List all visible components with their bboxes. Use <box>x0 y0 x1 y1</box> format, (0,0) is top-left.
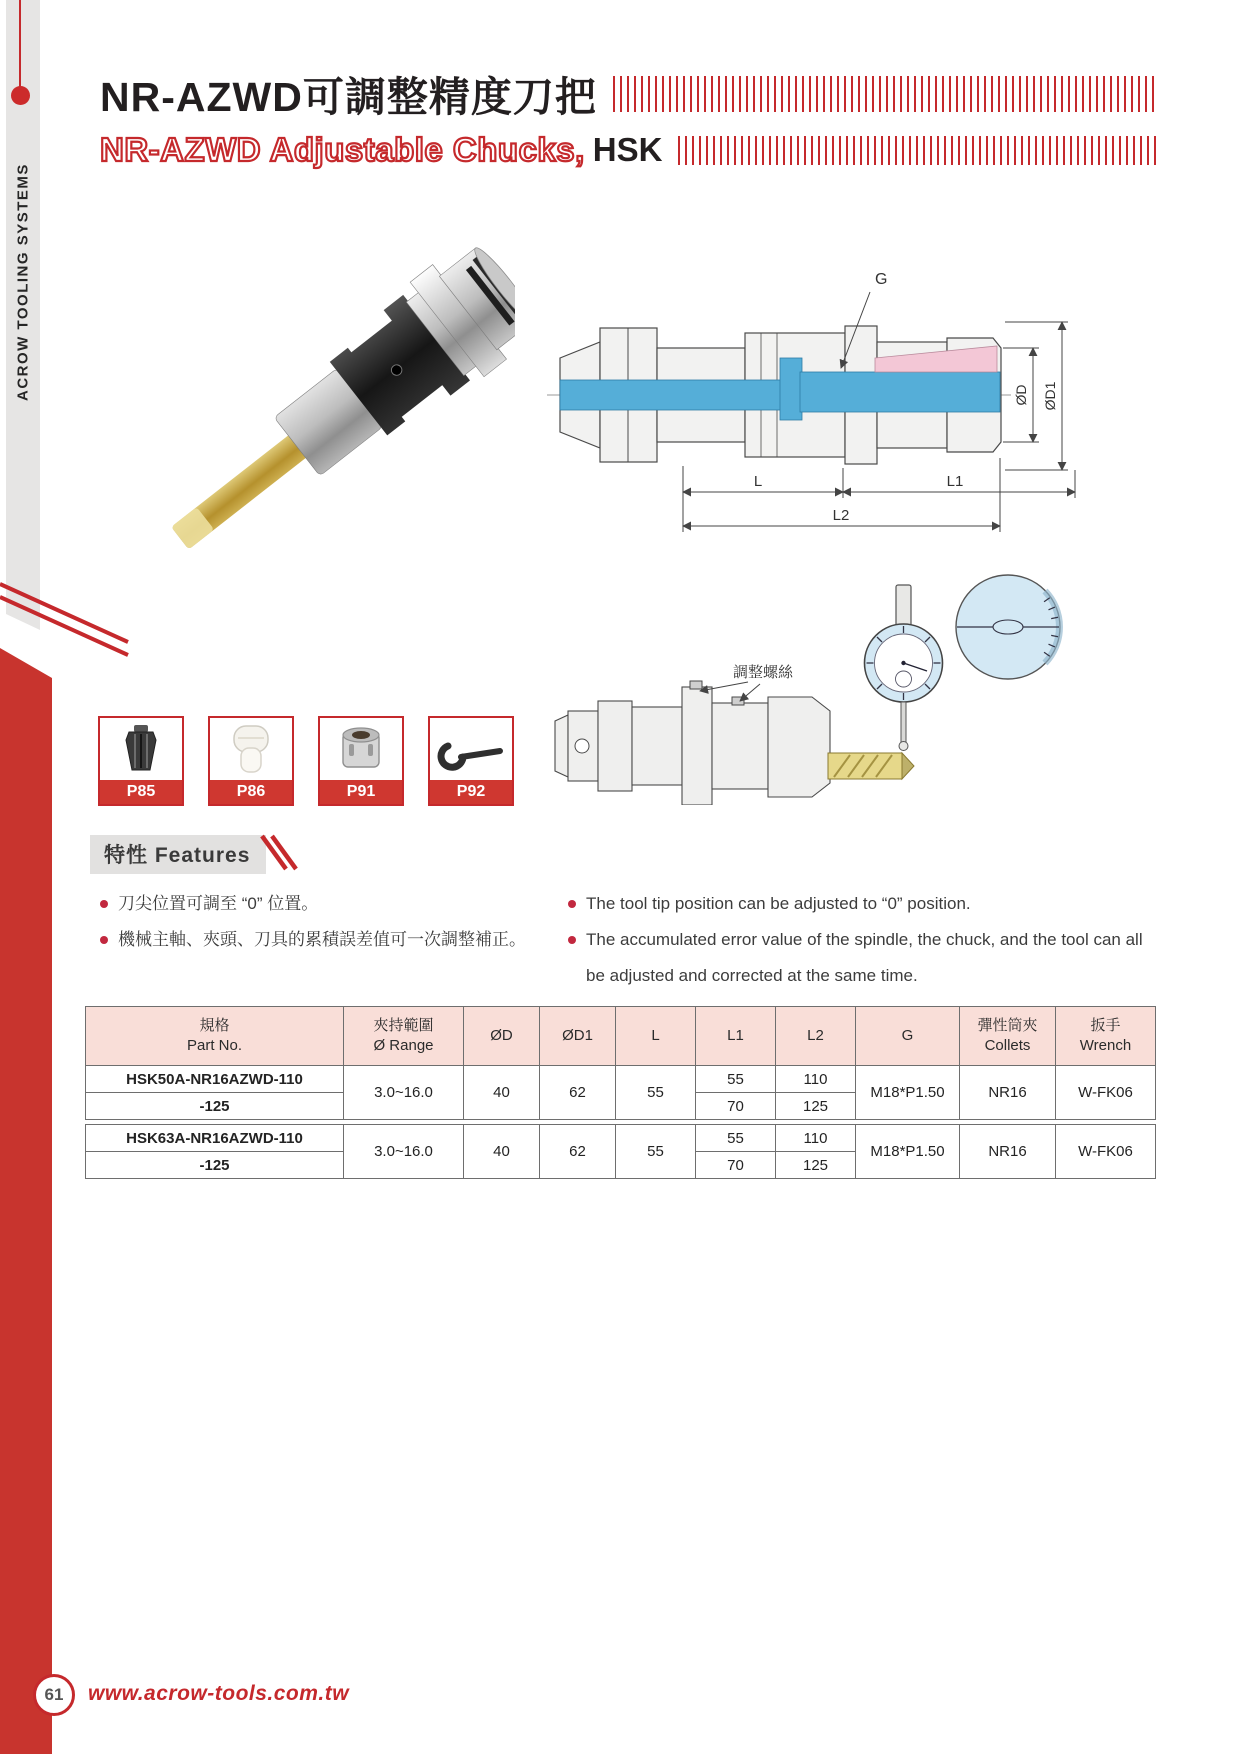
spec-cell: HSK63A-NR16AZWD-110 <box>86 1125 344 1152</box>
spec-cell: 110 <box>776 1125 856 1152</box>
page-title-en-suffix: HSK <box>592 131 663 168</box>
spec-cell: -125 <box>86 1152 344 1179</box>
spec-cell: 70 <box>696 1152 776 1179</box>
spec-cell: 125 <box>776 1093 856 1120</box>
feature-item: The accumulated error value of the spindle, the chuck, and the tool can all be adjusted and corrected at the same time. <box>566 922 1160 994</box>
dim-label-od1: ØD1 <box>1042 381 1058 411</box>
sidebar-accent-line <box>19 0 21 88</box>
spec-cell: 40 <box>464 1125 540 1179</box>
thumbnail-label: P92 <box>430 780 512 804</box>
spec-cell: 3.0~16.0 <box>344 1066 464 1120</box>
footer-website-link[interactable]: www.acrow-tools.com.tw <box>88 1682 350 1705</box>
dim-label-l1: L1 <box>946 473 964 490</box>
thumbnail-nut-p91[interactable] <box>318 716 404 806</box>
spec-cell: 70 <box>696 1093 776 1120</box>
product-photo-adjustable-chuck <box>115 208 515 643</box>
spec-column-header: 彈性筒夾 Collets <box>960 1007 1056 1066</box>
spec-column-header: 夾持範圍 Ø Range <box>344 1007 464 1066</box>
spec-table-hsk50 <box>85 1006 1155 1120</box>
feature-item: The tool tip position can be adjusted to “0” position. <box>566 886 1160 922</box>
dim-label-l2: L2 <box>832 507 850 524</box>
page-header <box>100 64 1158 169</box>
holder-side-view <box>555 687 830 805</box>
thumbnail-cap-p86[interactable] <box>208 716 294 806</box>
adjustment-screw <box>690 681 702 689</box>
spec-cell: 110 <box>776 1066 856 1093</box>
hook-wrench-icon <box>430 718 512 780</box>
spec-cell: 62 <box>540 1066 616 1120</box>
spec-column-header: L2 <box>776 1007 856 1066</box>
spec-cell: 125 <box>776 1152 856 1179</box>
spec-cell: 62 <box>540 1125 616 1179</box>
page-title-en-outlined: NR-AZWD Adjustable Chucks, <box>100 131 585 168</box>
spec-cell: 3.0~16.0 <box>344 1125 464 1179</box>
spec-table <box>85 1124 1156 1179</box>
spec-cell: M18*P1.50 <box>856 1066 960 1120</box>
page-number-badge: 61 <box>33 1674 75 1716</box>
adjust-screw-label: 調整螺絲 <box>733 664 794 681</box>
dim-label-l: L <box>753 473 763 490</box>
spec-column-header: 規格 Part No. <box>86 1007 344 1066</box>
spec-column-header: ØD1 <box>540 1007 616 1066</box>
dimension-drawing <box>545 230 1105 560</box>
feature-item: 刀尖位置可調至 “0” 位置。 <box>98 886 566 922</box>
spec-cell: HSK50A-NR16AZWD-110 <box>86 1066 344 1093</box>
spec-cell: NR16 <box>960 1125 1056 1179</box>
thumbnail-label: P86 <box>210 780 292 804</box>
spec-table <box>85 1006 1156 1120</box>
spec-cell: 55 <box>696 1125 776 1152</box>
thumbnail-label: P85 <box>100 780 182 804</box>
sidebar-red-bar <box>0 648 52 1754</box>
title-stripes-decoration <box>613 76 1158 112</box>
sidebar-diagonal-stripes <box>0 576 132 664</box>
features-list-zh <box>98 886 566 994</box>
dim-label-od: ØD <box>1013 384 1029 406</box>
collet-icon <box>100 718 182 780</box>
adjustment-screw <box>732 697 744 705</box>
sidebar-brand-text: ACROW TOOLING SYSTEMS <box>14 163 32 401</box>
title-stripes-decoration <box>678 136 1158 165</box>
page-title-zh: NR-AZWD可調整精度刀把 <box>100 74 597 120</box>
runout-adjustment-drawing <box>540 525 1100 805</box>
spec-cell: 55 <box>616 1125 696 1179</box>
sidebar-accent-dot <box>11 86 30 105</box>
spec-cell: 40 <box>464 1066 540 1120</box>
spec-column-header: ØD <box>464 1007 540 1066</box>
drill-bit <box>828 753 914 779</box>
dim-label-g: G <box>875 271 888 288</box>
spec-column-header: 扳手 Wrench <box>1056 1007 1156 1066</box>
features-section <box>98 886 1160 994</box>
feature-item: 機械主軸、夾頭、刀具的累積誤差值可一次調整補正。 <box>98 922 566 958</box>
sealing-cap-icon <box>210 718 292 780</box>
spec-cell: 55 <box>696 1066 776 1093</box>
spec-cell: M18*P1.50 <box>856 1125 960 1179</box>
spec-cell: 55 <box>616 1066 696 1120</box>
spec-cell: W-FK06 <box>1056 1066 1156 1120</box>
spec-column-header: L <box>616 1007 696 1066</box>
spec-cell: -125 <box>86 1093 344 1120</box>
spec-table-hsk63 <box>85 1124 1155 1179</box>
magnified-dial-view <box>956 575 1060 679</box>
thumbnail-wrench-p92[interactable] <box>428 716 514 806</box>
features-heading: 特性 Features <box>90 835 266 874</box>
clamping-nut-icon <box>320 718 402 780</box>
spec-cell: NR16 <box>960 1066 1056 1120</box>
spec-column-header: G <box>856 1007 960 1066</box>
thumbnail-label: P91 <box>320 780 402 804</box>
spec-cell: W-FK06 <box>1056 1125 1156 1179</box>
dial-indicator <box>865 585 943 751</box>
thumbnail-collet-p85[interactable] <box>98 716 184 806</box>
related-page-thumbnails <box>98 716 514 806</box>
features-heading-slashes <box>258 833 300 875</box>
features-list-en <box>566 886 1160 994</box>
spec-column-header: L1 <box>696 1007 776 1066</box>
